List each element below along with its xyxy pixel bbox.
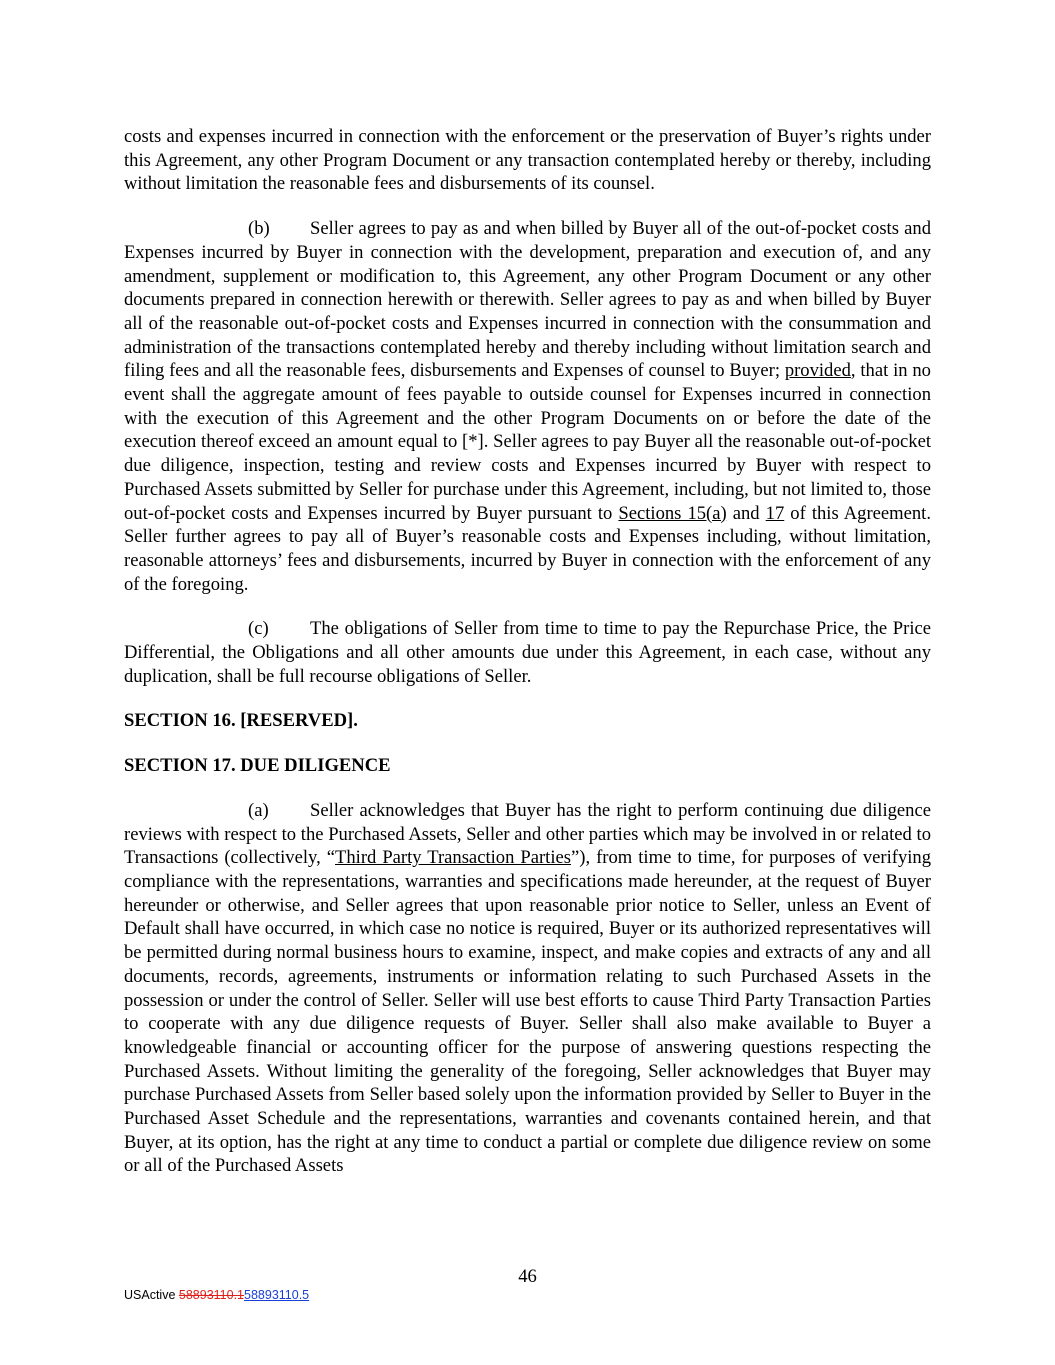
paragraph-c [124,617,931,688]
paragraph-text: Seller agrees to pay as and when billed by Buyer all of the out-of-pocket costs and Expenses incurred by Buyer in connection with the development, preparation and execution of, and any amendment, supplement or modification to, this Agreement, any other Program Document or any other documents prepared in connection herewith or therewith. Seller agrees to pay as and when billed by Buyer all of the reasonable out-of-pocket costs and Expenses incurred in connection with the consummation and administration of the transactions contemplated hereby and thereby including without limitation search and filing fees and all the reasonable fees, disbursements and Expenses of counsel to Buyer; [124,218,931,382]
section-reference-link[interactable]: Sections 15(a) [618,502,727,524]
paragraph-a-continuation [124,125,931,196]
paragraph-label: (a) [248,799,269,821]
paragraph-b [124,217,931,596]
paragraph-label: (b) [248,218,270,240]
paragraph-text: ”), from time to time, for purposes of verifying compliance with the representations, warranties and specifications made hereunder, at the request of Buyer hereunder or otherwise, and Seller agrees that upon reasonable prior notice to Seller, unless an Event of Default shall have occurred, in which case no notice is required, Buyer or its authorized representatives will be permitted during normal business hours to examine, inspect, and make copies and extracts of any and all documents, records, agreements, instruments or information relating to such Purchased Assets in the possession or under the control of Seller. Seller will use best efforts to cause Third Party Transaction Parties to cooperate with any due diligence requests of Buyer. Seller shall also make available to Buyer a knowledgeable financial or accounting officer for the purpose of answering questions respecting the Purchased Assets. Without limiting the generality of the foregoing, Seller acknowledges that Buyer may purchase Purchased Assets from Seller based solely upon the information provided by Seller to Buyer in the Purchased Asset Schedule and the representations, warranties and covenants contained herein, and that Buyer, at its option, has the right at any time to conduct a partial or complete due diligence review on some or all of the Purchased Assets [124,847,932,1177]
doc-id-inserted: 58893110.5 [244,1288,310,1302]
paragraph-text: Seller acknowledges that Buyer has the right to perform continuing due diligence reviews with respect to the Purchased Assets, Seller and other parties which may be involved in or related to Transactions (collectively, “ [124,799,931,869]
paragraph-text: , that in no event shall the aggregate amount of fees payable to outside counsel for Expenses incurred in connection with the execution of this Agreement and the other Program Documents on or before the date of the execution thereof exceed an amount equal to [*]. Seller agrees to pay Buyer all the reasonable out-of-pocket due diligence, inspection, testing and review costs and Expenses incurred by Buyer with respect to Purchased Assets submitted by Seller for purchase under this Agreement, including, but not limited to, those out-of-pocket costs and Expenses incurred by Buyer pursuant to [124,360,931,524]
document-id-footer [124,1288,309,1302]
paragraph-text: The obligations of Seller from time to time to pay the Repurchase Price, the Price Differential, the Obligations and all other amounts due under this Agreement, in each case, without any duplication, shall be full recourse obligations of Seller. [124,618,931,687]
paragraph-text: costs and expenses incurred in connection with the enforcement or the preservation of Buyer’s rights under this Agreement, any other Program Document or any transaction contemplated hereby or thereby, including without limitation the reasonable fees and disbursements of its counsel. [124,126,931,195]
defined-term-third-party: Third Party Transaction Parties [335,847,571,869]
doc-id-deleted: 58893110.1 [178,1288,245,1302]
section-16-heading: SECTION 16. [RESERVED]. [124,710,358,732]
section-reference-link[interactable]: 17 [765,502,785,524]
document-body [124,125,931,1178]
paragraph-17a [124,799,931,1178]
page-number: 46 [518,1266,537,1287]
defined-term-provided: provided [784,360,851,382]
paragraph-label: (c) [248,618,269,640]
section-17-heading: SECTION 17. DUE DILIGENCE [124,755,391,777]
paragraph-text: and [726,502,766,524]
doc-id-prefix: USActive [124,1288,179,1302]
paragraph-text: of this Agreement. Seller further agrees to pay all of Buyer’s reasonable costs and Expenses including, without limitation, reasonable attorneys’ fees and disbursements, incurred by Buyer in connection with the enforcement of any of the foregoing. [124,502,931,595]
